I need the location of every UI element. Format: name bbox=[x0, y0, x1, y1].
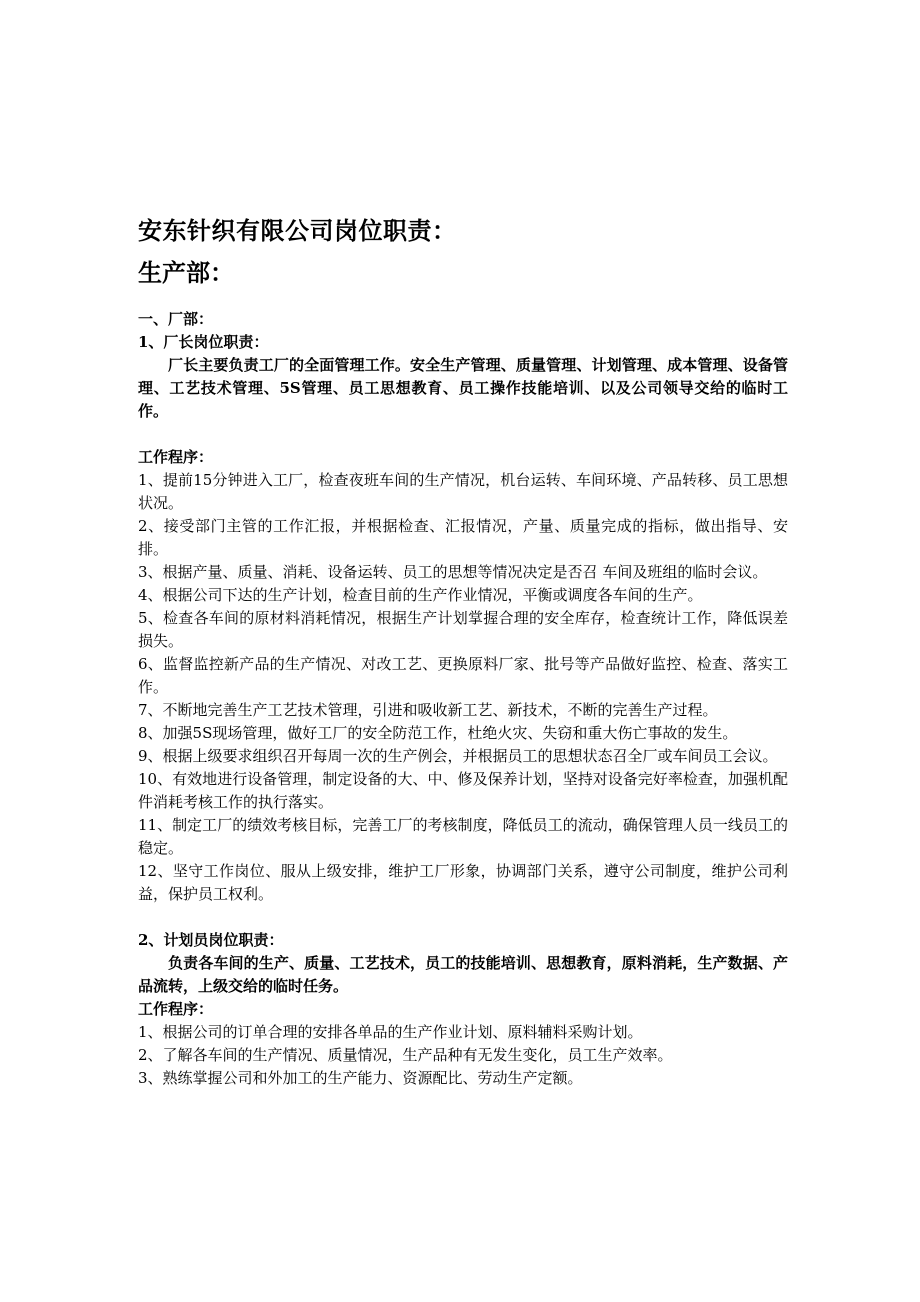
list-item: 2、接受部门主管的工作汇报，并根据检查、汇报情况，产量、质量完成的指标，做出指导、安排。 bbox=[138, 517, 788, 558]
list-item: 12、坚守工作岗位、服从上级安排，维护工厂形象，协调部门关系，遵守公司制度，维护公司利益，保护员工权利。 bbox=[138, 862, 788, 903]
list-item: 7、不断地完善生产工艺技术管理，引进和吸收新工艺、新技术，不断的完善生产过程。 bbox=[138, 701, 718, 719]
procedure-list-planner bbox=[138, 1021, 788, 1090]
spacer bbox=[138, 906, 788, 929]
procedure-heading-director: 工作程序： bbox=[138, 448, 214, 466]
list-item: 5、检查各车间的原材料消耗情况，根据生产计划掌握合理的安全库存，检查统计工作，降低误差损失。 bbox=[138, 609, 788, 650]
list-item: 11、制定工厂的绩效考核目标，完善工厂的考核制度，降低员工的流动，确保管理人员一线员工的稳定。 bbox=[138, 816, 788, 857]
section-heading: 一、厂部： bbox=[138, 310, 214, 328]
document-title: 安东针织有限公司岗位职责： bbox=[138, 217, 457, 245]
role-description-director: 厂长主要负责工厂的全面管理工作。安全生产管理、质量管理、计划管理、成本管理、设备管理、工艺技术管理、5S管理、员工思想教育、员工操作技能培训、以及公司领导交给的临时工作。 bbox=[138, 356, 788, 420]
department-title: 生产部： bbox=[138, 259, 234, 287]
list-item: 8、加强5S现场管理，做好工厂的安全防范工作，杜绝火灾、失窃和重大伤亡事故的发生。 bbox=[138, 724, 738, 742]
list-item: 10、有效地进行设备管理，制定设备的大、中、修及保养计划，坚持对设备完好率检查，加强机配件消耗考核工作的执行落实。 bbox=[138, 770, 788, 811]
role-description-planner: 负责各车间的生产、质量、工艺技术，员工的技能培训、思想教育，原料消耗，生产数据、产品流转，上级交给的临时任务。 bbox=[138, 954, 788, 995]
list-item: 6、监督监控新产品的生产情况、对改工艺、更换原料厂家、批号等产品做好监控、检查、落实工作。 bbox=[138, 655, 788, 696]
list-item: 2、了解各车间的生产情况、质量情况，生产品种有无发生变化，员工生产效率。 bbox=[138, 1046, 673, 1064]
list-item: 1、提前15分钟进入工厂，检查夜班车间的生产情况，机台运转、车间环境、产品转移、员工思想状况。 bbox=[138, 471, 788, 512]
procedure-list-director bbox=[138, 469, 788, 906]
role-title-director: 1、厂长岗位职责： bbox=[138, 333, 269, 351]
spacer bbox=[138, 423, 788, 446]
role-title-planner: 2、计划员岗位职责： bbox=[138, 931, 284, 949]
list-item: 4、根据公司下达的生产计划，检查目前的生产作业情况，平衡或调度各车间的生产。 bbox=[138, 586, 703, 604]
procedure-heading-planner: 工作程序： bbox=[138, 1000, 214, 1018]
list-item: 9、根据上级要求组织召开每周一次的生产例会，并根据员工的思想状态召全厂或车间员工会议。 bbox=[138, 747, 778, 765]
list-item: 3、熟练掌握公司和外加工的生产能力、资源配比、劳动生产定额。 bbox=[138, 1069, 583, 1087]
document-page bbox=[138, 214, 788, 1090]
list-item: 3、根据产量、质量、消耗、设备运转、员工的思想等情况决定是否召 车间及班组的临时会议。 bbox=[138, 563, 768, 581]
list-item: 1、根据公司的订单合理的安排各单品的生产作业计划、原料辅料采购计划。 bbox=[138, 1023, 643, 1041]
